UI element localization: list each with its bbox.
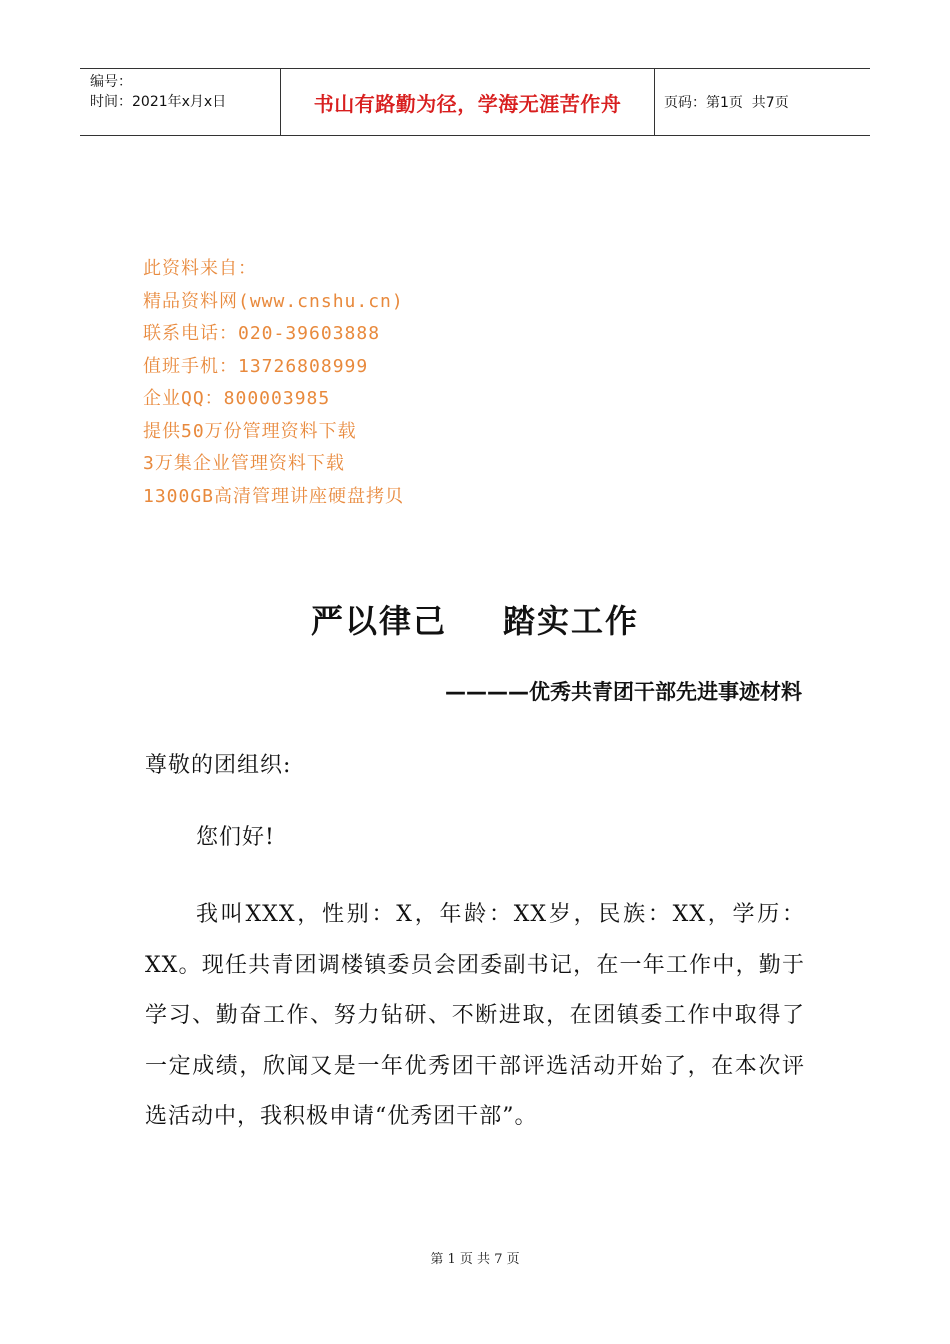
greeting: 您们好! (196, 825, 275, 850)
header-date-label: 时间：2021年x月x日 (90, 94, 227, 110)
info-line: 3万集企业管理资料下载 (143, 453, 345, 474)
info-line: 此资料来自： (143, 258, 257, 279)
info-line: 企业QQ：800003985 (143, 388, 331, 409)
info-line: 精品资料网(www.cnshu.cn) (143, 290, 404, 312)
info-line: 提供50万份管理资料下载 (143, 420, 357, 442)
header-page-info (664, 69, 870, 135)
title-part-2: 踏实工作 (503, 602, 640, 640)
info-line: 值班手机：13726808999 (143, 355, 369, 377)
title-part-1: 严以律己 (310, 602, 447, 640)
header-motto: 书山有路勤为径，学海无涯苦作舟 (281, 69, 655, 135)
header-number-label: 编号： (90, 74, 132, 90)
header-meta (80, 69, 281, 135)
document-header (80, 68, 870, 136)
info-line: 联系电话：020-39603888 (143, 323, 381, 344)
source-info-block (143, 253, 404, 513)
info-line: 1300GB高清管理讲座硬盘拷贝 (143, 485, 405, 507)
document-title (0, 596, 950, 642)
document-subtitle: ————优秀共青团干部先进事迹材料 (445, 680, 802, 704)
page-footer: 第 1 页 共 7 页 (430, 1252, 520, 1267)
header-page-info-text: 页码：第1页 共7页 (664, 95, 789, 111)
body-paragraph: 我叫XXX，性别：X，年龄：XX岁，民族：XX，学历：XX。现任共青团调楼镇委员会团委副书记，在一年工作中，勤于学习、勤奋工作、努力钻研、不断进取，在团镇委工作中取得了一定成绩，欣闻又是一年优秀团干部评选活动开始了，在本次评选活动中，我积极申请“优秀团干部”。 (145, 902, 805, 1129)
salutation: 尊敬的团组织: (145, 753, 292, 778)
